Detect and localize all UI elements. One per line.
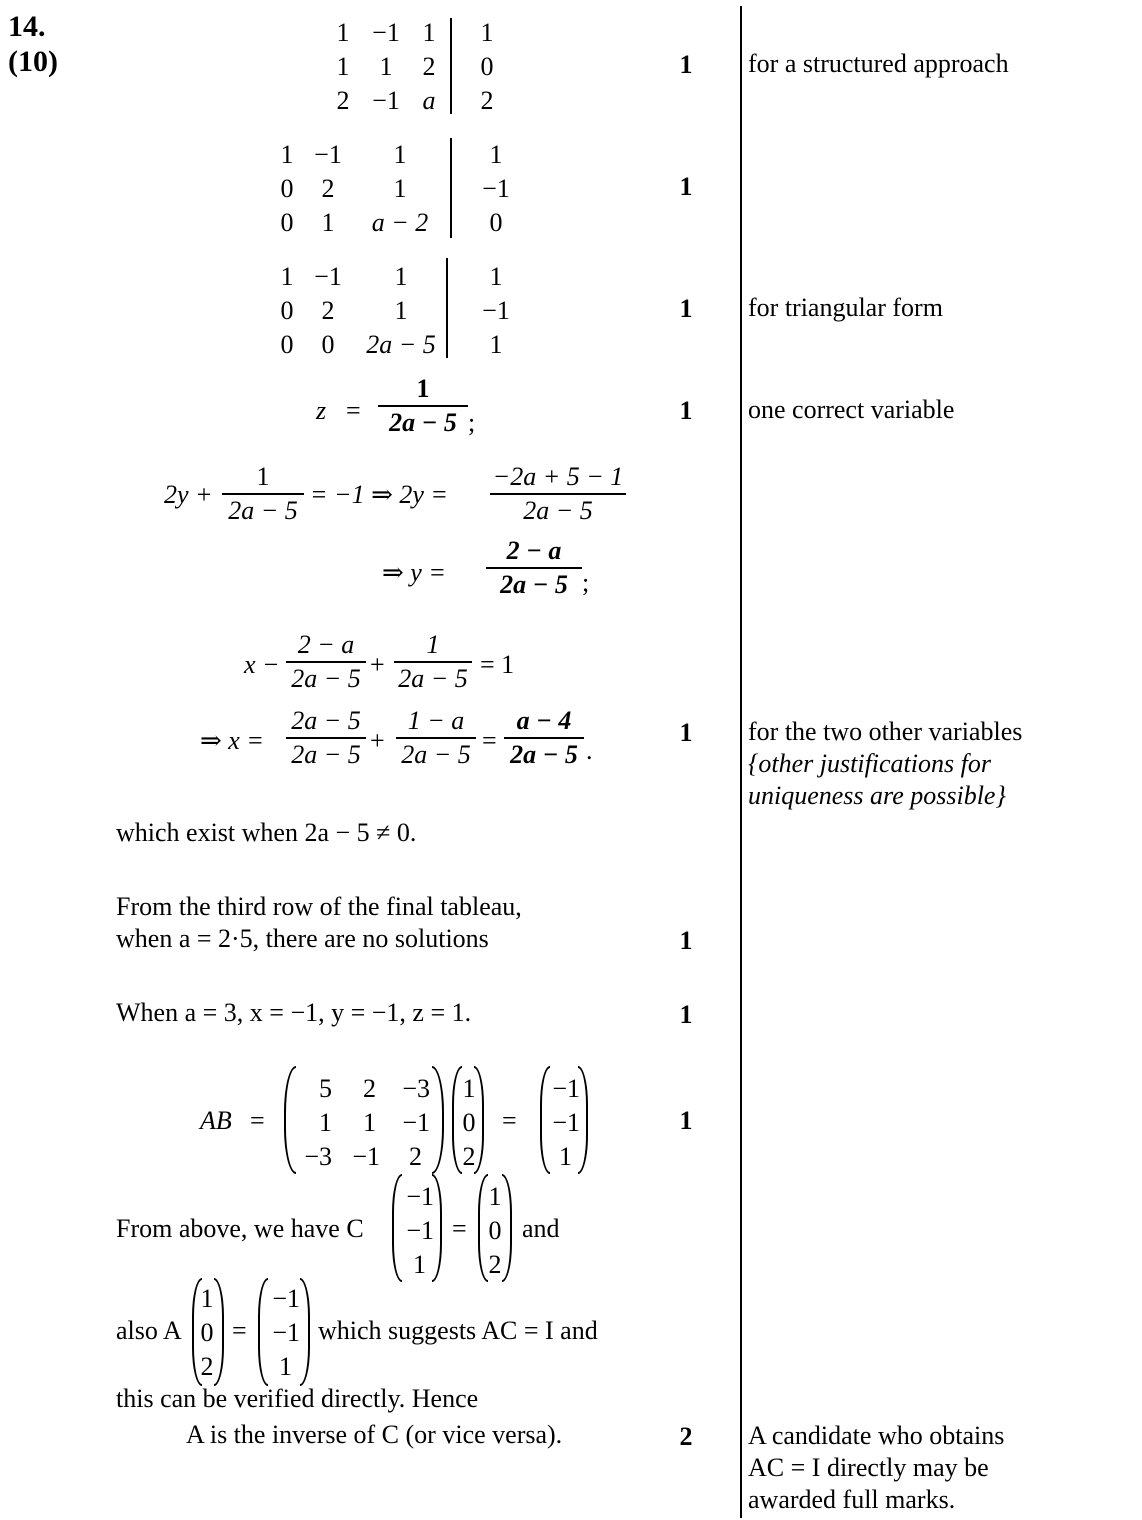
denominator: 2a − 5 (228, 496, 298, 525)
fraction (286, 708, 366, 768)
fraction-bar (378, 405, 468, 407)
equals: = (502, 1106, 517, 1135)
cell: 1 (379, 52, 393, 81)
semicolon: ; (468, 408, 476, 437)
cell: 2 (480, 86, 494, 115)
vector-cell: 1 (279, 1352, 292, 1381)
cell: −1 (352, 1142, 380, 1171)
vector-cell: 0 (200, 1318, 214, 1347)
vector-cell: 0 (462, 1108, 476, 1137)
mark: 1 (679, 50, 693, 79)
cell: 0 (280, 208, 294, 237)
cell: 0 (280, 174, 294, 203)
x-eq-rhs: = 1 (480, 650, 515, 679)
equals: = (232, 1316, 247, 1345)
cell: −1 (314, 262, 342, 291)
cell: a − 2 (371, 208, 429, 237)
numerator: 2 − a (297, 630, 355, 659)
mark: 1 (679, 1106, 693, 1135)
x-fraction (504, 708, 584, 768)
cell: 5 (319, 1074, 332, 1103)
cell: 1 (393, 140, 407, 169)
fraction-bar (394, 661, 472, 663)
period: . (586, 736, 593, 765)
cell: 2a − 5 (366, 330, 436, 359)
column-divider (740, 6, 742, 1518)
mark: 1 (679, 926, 693, 955)
numerator: 1 (416, 374, 430, 403)
note-structured: for a structured approach (748, 49, 1009, 78)
note-one-variable: one correct variable (748, 395, 955, 424)
cell: 0 (280, 330, 294, 359)
numerator: −2a + 5 − 1 (492, 462, 624, 491)
fraction-bar (490, 493, 626, 495)
numerator: a − 4 (516, 706, 572, 735)
cell: −1 (314, 140, 342, 169)
third-row-text-1: From the third row of the final tableau, (116, 892, 522, 921)
fraction (286, 632, 366, 692)
cell: 1 (336, 52, 350, 81)
x-result-lhs: ⇒ x = (200, 726, 264, 755)
cell: 0 (280, 296, 294, 325)
verified-text: this can be verified directly. Hence (116, 1384, 479, 1413)
cell: 1 (336, 18, 350, 47)
equals: = (250, 1106, 265, 1135)
vector-cell: −1 (272, 1284, 300, 1313)
question-marks: (10) (8, 45, 58, 78)
cell: −1 (372, 18, 400, 47)
denominator: 2a − 5 (291, 740, 361, 769)
cell: 1 (489, 140, 503, 169)
from-above-text: From above, we have C (116, 1214, 364, 1243)
vector-cell: 1 (413, 1250, 426, 1279)
cell: 0 (489, 208, 503, 237)
denominator: 2a − 5 (291, 664, 361, 693)
numerator: 2 − a (506, 536, 562, 565)
right-paren (432, 1066, 444, 1174)
vector-cell: 1 (200, 1284, 214, 1313)
fraction (490, 464, 626, 524)
denominator: 2a − 5 (401, 740, 471, 769)
mark: 1 (679, 718, 693, 747)
cell: 1 (321, 208, 335, 237)
cell: 2 (336, 86, 350, 115)
vector-cell: −1 (552, 1074, 580, 1103)
cell: −3 (402, 1074, 430, 1103)
augment-bar (450, 138, 452, 238)
mark: 1 (679, 294, 693, 323)
vector-cell: 1 (559, 1142, 572, 1171)
note-two-variables-2: {other justifications for (748, 749, 991, 778)
exist-condition: which exist when 2a − 5 ≠ 0. (116, 818, 417, 847)
note-final-3: awarded full marks. (748, 1485, 956, 1514)
denominator: 2a − 5 (523, 496, 593, 525)
y-eq-lhs: 2y + (164, 480, 213, 509)
cell: 1 (393, 174, 407, 203)
cell: 2 (422, 52, 436, 81)
numerator: 1 (426, 630, 440, 659)
z-label: z (316, 396, 327, 425)
ab-label: AB (200, 1106, 232, 1135)
augment-bar (446, 258, 448, 358)
fraction (396, 708, 476, 768)
note-final-2: AC = I directly may be (748, 1453, 989, 1482)
cell: 0 (321, 330, 335, 359)
cell: 1 (280, 140, 294, 169)
cell: −1 (482, 174, 510, 203)
cell: 2 (321, 296, 335, 325)
cell: 2 (363, 1074, 376, 1103)
vector-cell: −1 (552, 1108, 580, 1137)
cell: 1 (480, 18, 494, 47)
vector-cell: 2 (200, 1352, 214, 1381)
inverse-text: A is the inverse of C (or vice versa). (186, 1420, 563, 1449)
question-number: 14. (8, 10, 46, 43)
and-text: and (522, 1214, 560, 1243)
numerator: 1 − a (407, 706, 465, 735)
fraction-bar (504, 737, 584, 739)
fraction-bar (222, 493, 304, 495)
cell: 1 (422, 18, 436, 47)
denominator: 2a − 5 (389, 408, 457, 437)
y-eq-mid: = −1 ⇒ 2y = (310, 480, 448, 509)
numerator: 2a − 5 (291, 706, 361, 735)
cell: 1 (394, 296, 408, 325)
x-eq-lhs: x − (244, 650, 280, 679)
cell: −1 (372, 86, 400, 115)
z-fraction (378, 376, 468, 436)
right-paren (300, 1278, 310, 1386)
equals: = (346, 396, 361, 425)
cell: −1 (402, 1108, 430, 1137)
suggests-text: which suggests AC = I and (318, 1316, 598, 1345)
vector-cell: 2 (462, 1142, 476, 1171)
mark: 1 (679, 1000, 693, 1029)
vector-cell: −1 (406, 1216, 434, 1245)
third-row-text-2: when a = 2·5, there are no solutions (116, 924, 489, 953)
numerator: 1 (256, 462, 270, 491)
fraction (394, 632, 472, 692)
denominator: 2a − 5 (500, 570, 568, 599)
fraction-bar (486, 567, 582, 569)
cell: 2 (409, 1142, 422, 1171)
vector-cell: −1 (406, 1182, 434, 1211)
cell: 1 (394, 262, 408, 291)
cell: −3 (304, 1142, 332, 1171)
y-result-lhs: ⇒ y = (382, 558, 446, 587)
plus: + (370, 726, 385, 755)
y-fraction (486, 538, 582, 598)
left-paren (284, 1066, 296, 1174)
vector-cell: 1 (488, 1182, 502, 1211)
vector-cell: 1 (462, 1074, 476, 1103)
cell: −1 (482, 296, 510, 325)
denominator: 2a − 5 (398, 664, 468, 693)
cell: 1 (489, 330, 503, 359)
fraction-bar (286, 737, 366, 739)
note-final-1: A candidate who obtains (748, 1421, 1005, 1450)
mark: 1 (679, 172, 693, 201)
equals: = (482, 726, 497, 755)
note-triangular: for triangular form (748, 293, 943, 322)
denominator: 2a − 5 (510, 740, 578, 769)
cell: 1 (280, 262, 294, 291)
cell: 1 (319, 1108, 332, 1137)
cell: 2 (321, 174, 335, 203)
fraction (222, 464, 304, 524)
when-a-3: When a = 3, x = −1, y = −1, z = 1. (116, 998, 472, 1027)
vector-cell: −1 (272, 1318, 300, 1347)
plus: + (370, 650, 385, 679)
also-a-text: also A (116, 1316, 182, 1345)
fraction-bar (396, 737, 476, 739)
mark: 2 (679, 1422, 693, 1451)
cell: 0 (480, 52, 494, 81)
fraction-bar (286, 661, 366, 663)
vector-cell: 0 (488, 1216, 502, 1245)
augment-bar (450, 18, 452, 114)
mark: 1 (679, 396, 693, 425)
cell: 1 (489, 262, 503, 291)
note-two-variables: for the two other variables (748, 717, 1023, 746)
semicolon: ; (582, 568, 590, 597)
cell: a (422, 86, 436, 115)
cell: 1 (363, 1108, 376, 1137)
equals: = (452, 1214, 467, 1243)
note-two-variables-3: uniqueness are possible} (748, 781, 1006, 810)
vector-cell: 2 (488, 1250, 502, 1279)
